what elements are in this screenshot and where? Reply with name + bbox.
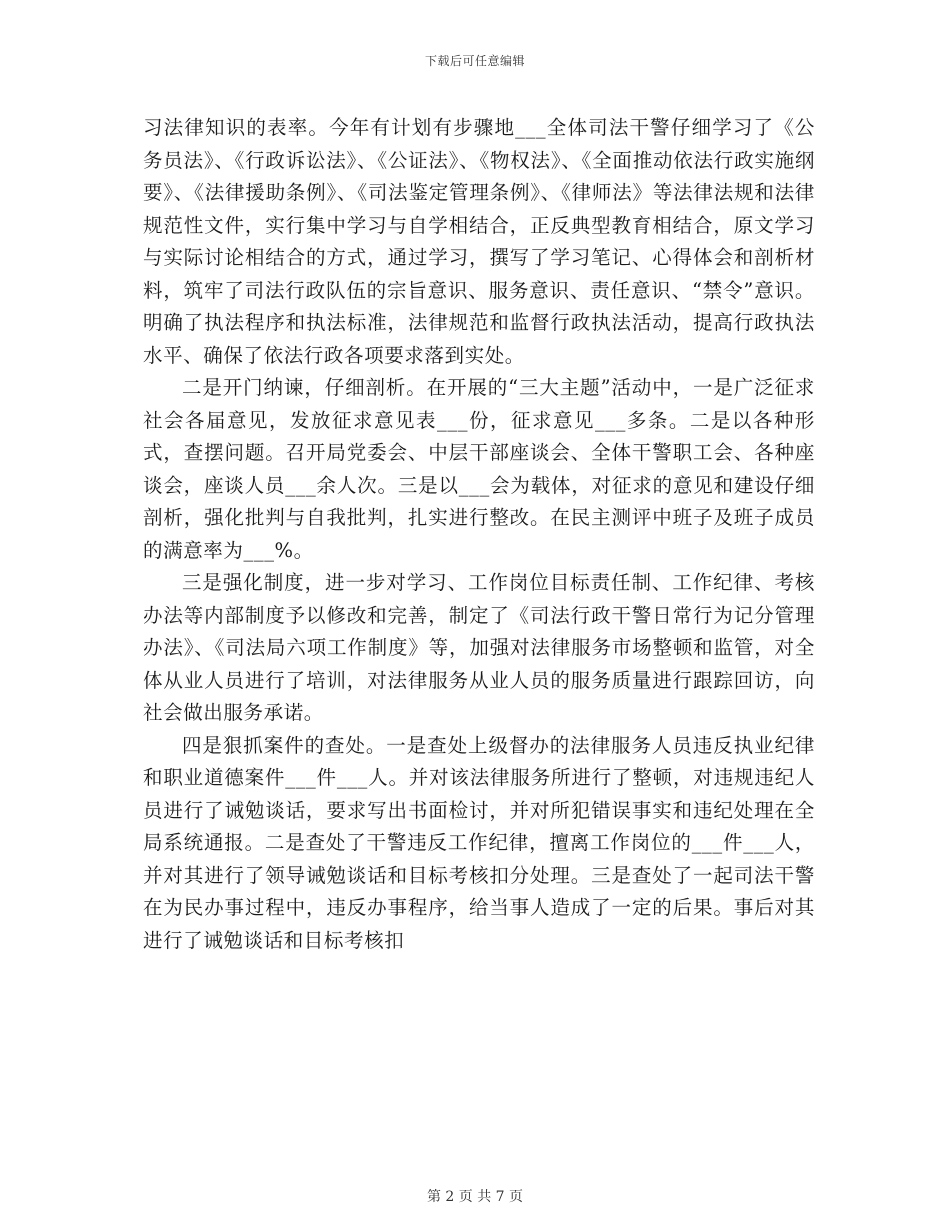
page-header-note: 下载后可任意编辑 bbox=[424, 54, 525, 68]
paragraph-1: 习法律知识的表率。今年有计划有步骤地___全体司法干警仔细学习了《公务员法》、《行政诉讼法》、《公证法》、《物权法》、《全面推动依法行政实施纲要》、《法律援助条例》、《司法鉴定管理条例》、《律师法》等法律法规和法律规范性文件，实行集中学习与自学相结合，正反典型教育相结合，原文学习与实际讨论相结合的方式，通过学习，撰写了学习笔记、心得体会和剖析材料，筑牢了司法行政队伍的宗旨意识、服务意识、责任意识、“禁令”意识。明确了执法程序和执法标准，法律规范和监督行政执法活动，提高行政执法水平、确保了依法行政各项要求落到实处。 bbox=[143, 116, 815, 367]
document-body bbox=[143, 112, 815, 957]
paragraph-3: 三是强化制度，进一步对学习、工作岗位目标责任制、工作纪律、考核办法等内部制度予以修改和完善，制定了《司法行政干警日常行为记分管理办法》、《司法局六项工作制度》等，加强对法律服务市场整顿和监管，对全体从业人员进行了培训，对法律服务从业人员的服务质量进行跟踪回访，向社会做出服务承诺。 bbox=[143, 571, 815, 724]
paragraph-2: 二是开门纳谏，仔细剖析。在开展的“三大主题”活动中，一是广泛征求社会各届意见，发放征求意见表___份，征求意见___多条。二是以各种形式，查摆问题。召开局党委会、中层干部座谈会、全体干警职工会、各种座谈会，座谈人员___余人次。三是以___会为载体，对征求的意见和建设仔细剖析，强化批判与自我批判，扎实进行整改。在民主测评中班子及班子成员的满意率为___%。 bbox=[143, 376, 815, 562]
paragraph-4: 四是狠抓案件的查处。一是查处上级督办的法律服务人员违反执业纪律和职业道德案件___件___人。并对该法律服务所进行了整顿，对违规违纪人员进行了诫勉谈话，要求写出书面检讨，并对所犯错误事实和违纪处理在全局系统通报。二是查处了干警违反工作纪律，擅离工作岗位的___件___人，并对其进行了领导诫勉谈话和目标考核扣分处理。三是查处了一起司法干警在为民办事过程中，违反办事程序，给当事人造成了一定的后果。事后对其进行了诫勉谈话和目标考核扣 bbox=[143, 733, 815, 952]
page-number-footer: 第 2 页 共 7 页 bbox=[426, 1189, 524, 1205]
